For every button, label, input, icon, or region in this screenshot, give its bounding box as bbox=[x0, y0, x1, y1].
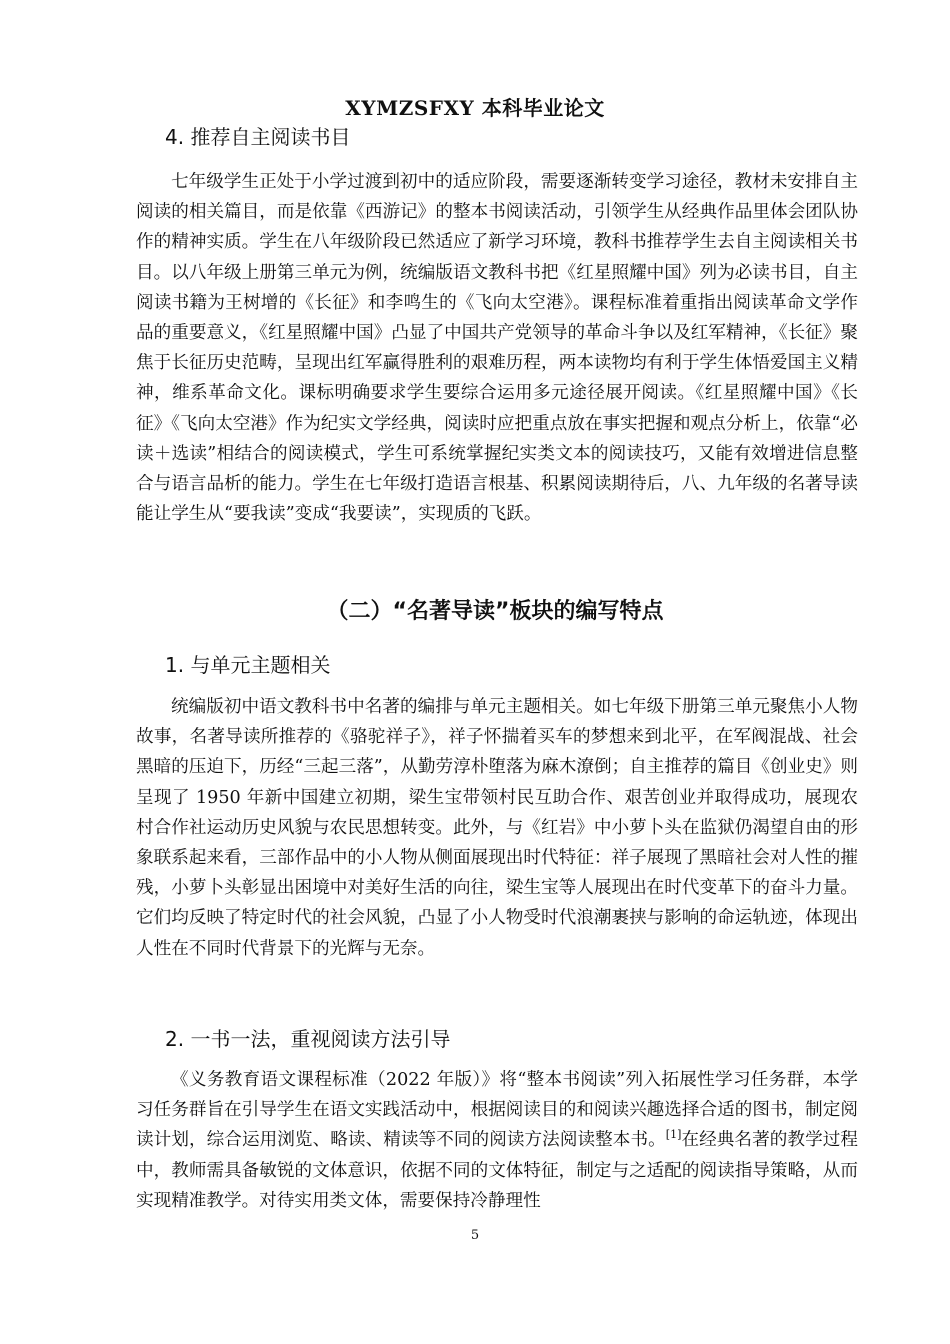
paragraph-reading-methods bbox=[136, 1065, 858, 1216]
paragraph-reading-list: 七年级学生正处于小学过渡到初中的适应阶段，需要逐渐转变学习途径，教材未安排自主阅读的相关篇目，而是依靠《西游记》的整本书阅读活动，引领学生从经典作品里体会团队协作的精神实质。学生在八年级阶段已然适应了新学习环境，教科书推荐学生去自主阅读相关书目。以八年级上册第三单元为例，统编版语文教科书把《红星照耀中国》列为必读书目，自主阅读书籍为王树增的《长征》和李鸣生的《飞向太空港》。课程标准着重指出阅读革命文学作品的重要意义，《红星照耀中国》凸显了中国共产党领导的革命斗争以及红军精神，《长征》聚焦于长征历史范畴，呈现出红军赢得胜利的艰难历程，两本读物均有利于学生体悟爱国主义精神，维系革命文化。课标明确要求学生要综合运用多元途径展开阅读。《红星照耀中国》《长征》《飞向太空港》作为纪实文学经典，阅读时应把重点放在事实把握和观点分析上，依靠“必读＋选读”相结合的阅读模式，学生可系统掌握纪实类文本的阅读技巧，又能有效增进信息整合与语言品析的能力。学生在七年级打造语言根基、积累阅读期待后，八、九年级的名著导读能让学生从“要我读”变成“我要读”，实现质的飞跃。 bbox=[136, 172, 858, 525]
page-number: 5 bbox=[470, 1228, 480, 1243]
paragraph-text-b: 在经典名著的教学过程中，教师需具备敏锐的文体意识，依据不同的文体特征，制定与之适配的阅读指导策略，从而实现精准教学。对待实用类文体，需要保持冷静理性 bbox=[136, 1130, 858, 1211]
citation-marker[interactable]: [1] bbox=[665, 1128, 682, 1142]
part-heading-2: （二）“名著导读”板块的编写特点 bbox=[326, 599, 664, 624]
running-header: XYMZSFXY 本科毕业论文 bbox=[345, 96, 605, 120]
section-heading-1: 1. 与单元主题相关 bbox=[165, 653, 331, 677]
section-heading-4: 4. 推荐自主阅读书目 bbox=[165, 125, 351, 149]
section-heading-2: 2. 一书一法，重视阅读方法引导 bbox=[165, 1027, 451, 1051]
paragraph-unit-theme: 统编版初中语文教科书中名著的编排与单元主题相关。如七年级下册第三单元聚焦小人物故事，名著导读所推荐的《骆驼祥子》，祥子怀揣着买车的梦想来到北平，在军阀混战、社会黑暗的压迫下，历经“三起三落”，从勤劳淳朴堕落为麻木潦倒；自主推荐的篇目《创业史》则呈现了 1950 年新中国建立初期，梁生宝带领村民互助合作、艰苦创业并取得成功，展现农村合作社运动历史风貌与农民思想转变。此外，与《红岩》中小萝卜头在监狱仍渴望自由的形象联系起来看，三部作品中的小人物从侧面展现出时代特征：祥子展现了黑暗社会对人性的摧残，小萝卜头彰显出困境中对美好生活的向往，梁生宝等人展现出在时代变革下的奋斗力量。它们均反映了特定时代的社会风貌，凸显了小人物受时代浪潮裹挟与影响的命运轨迹，体现出人性在不同时代背景下的光辉与无奈。 bbox=[136, 697, 858, 959]
paragraph-text-a: 《义务教育语文课程标准（2022 年版）》将“整本书阅读”列入拓展性学习任务群，本学习任务群旨在引导学生在语文实践活动中，根据阅读目的和阅读兴趣选择合适的图书，制定阅读计划，综合运用浏览、略读、精读等不同的阅读方法阅读整本书。 bbox=[136, 1070, 858, 1151]
